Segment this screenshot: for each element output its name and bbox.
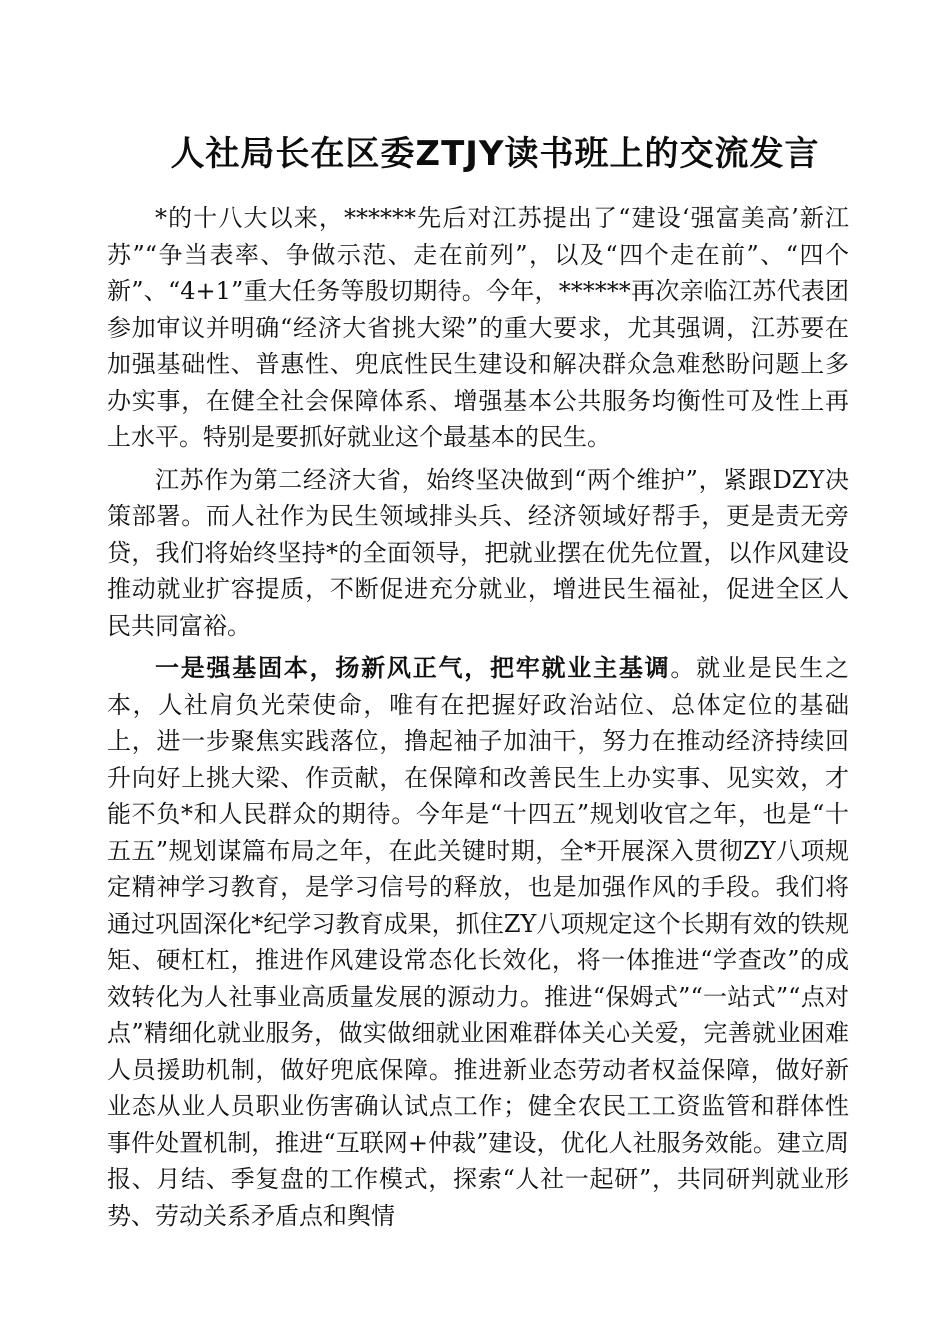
document-title: 人社局长在区委ZTJY读书班上的交流发言 [170,134,820,174]
paragraph-3 [107,650,849,1234]
paragraph-3-text: 。就业是民生之本，人社肩负光荣使命，唯有在把握好政治站位、总体定位的基础上，进一步聚焦实践落位，撸起袖子加油干，努力在推动经济持续回升向好上挑大梁、作贡献，在保障和改善民生上办实事、见实效，才能不负*和人民群众的期待。今年是“十四五”规划收官之年，也是“十五五”规划谋篇布局之年，在此关键时期，全*开展深入贯彻ZY八项规定精神学习教育，是学习信号的释放，也是加强作风的手段。我们将通过巩固深化*纪学习教育成果，抓住ZY八项规定这个长期有效的铁规矩、硬杠杠，推进作风建设常态化长效化，将一体推进“学查改”的成效转化为人社事业高质量发展的源动力。推进“保姆式”“一站式”“点对点”精细化就业服务，做实做细就业困难群体关心关爱，完善就业困难人员援助机制，做好兜底保障。推进新业态劳动者权益保障，做好新业态从业人员职业伤害确认试点工作；健全农民工工资监管和群体性事件处置机制，推进“互联网+仲裁”建设，优化人社服务效能。建立周报、月结、季复盘的工作模式，探索“人社一起研”，共同研判就业形势、劳动关系矛盾点和舆情 [107,654,850,1230]
paragraph-2-text: 江苏作为第二经济大省，始终坚决做到“两个维护”，紧跟DZY决策部署。而人社作为民生领域排头兵、经济领域好帮手，更是责无旁贷，我们将始终坚持*的全面领导，把就业摆在优先位置，以作风建设推动就业扩容提质，不断促进充分就业，增进民生福祉，促进全区人民共同富裕。 [107,465,849,640]
paragraph-2 [107,462,849,645]
paragraph-3-lead: 一是强基固本，扬新风正气，把牢就业主基调 [155,654,671,682]
paragraph-1 [107,200,849,456]
document-body [107,200,849,1240]
paragraph-1-text: *的十八大以来，******先后对江苏提出了“建设‘强富美高’新江苏”“争当表率、争做示范、走在前列”，以及“四个走在前”、“四个新”、“4+1”重大任务等殷切期待。今年，******再次亲临江苏代表团参加审议并明确“经济大省挑大梁”的重大要求，尤其强调，江苏要在加强基础性、普惠性、兜底性民生建设和解决群众急难愁盼问题上多办实事，在健全社会保障体系、增强基本公共服务均衡性可及性上再上水平。特别是要抓好就业这个最基本的民生。 [107,204,849,451]
